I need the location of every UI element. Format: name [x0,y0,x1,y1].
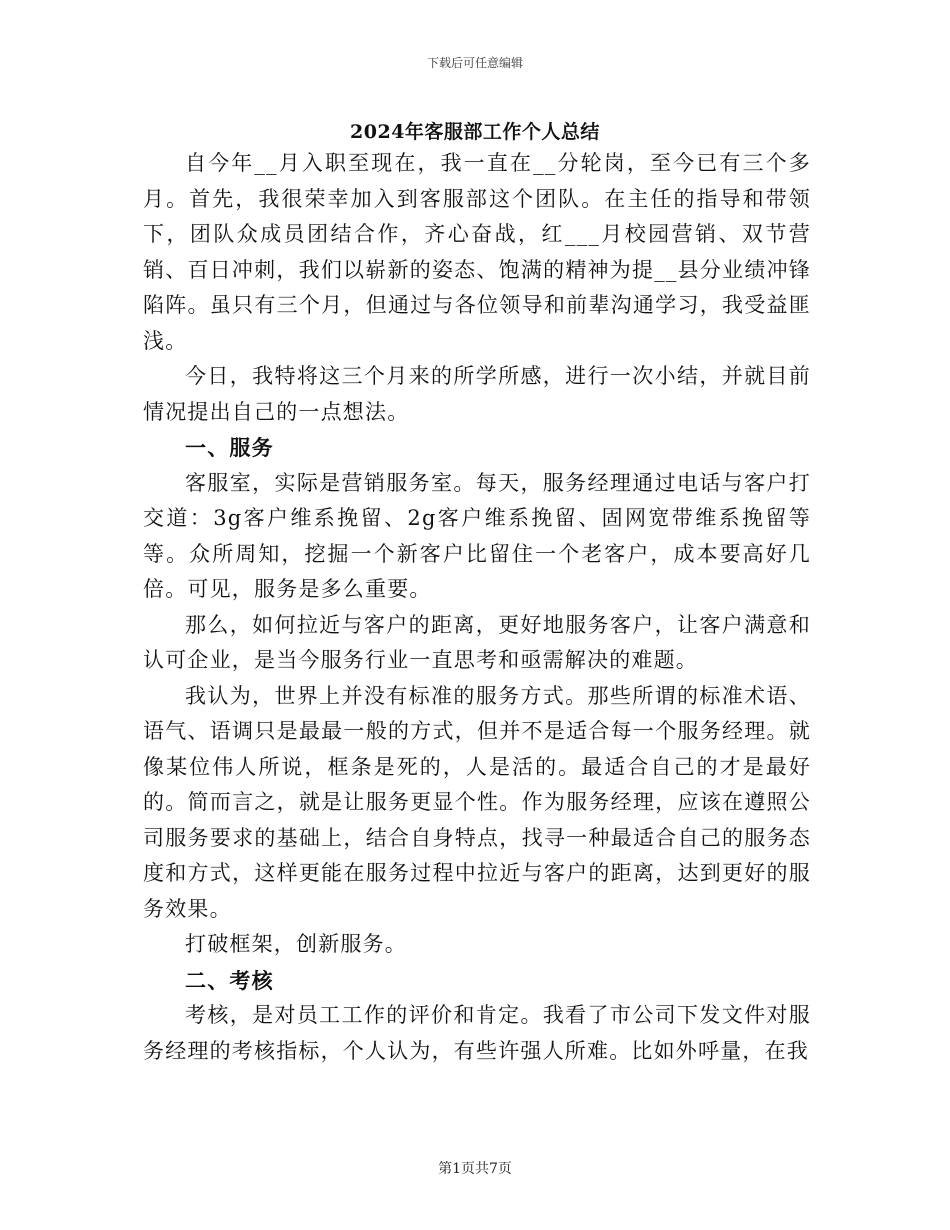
paragraph-assessment: 考核，是对员工工作的评价和肯定。我看了市公司下发文件对服务经理的考核指标，个人认为，有些许强人所难。比如外呼量，在我 [143,1003,811,1063]
paragraph-service-room: 客服室，实际是营销服务室。每天，服务经理通过电话与客户打交道：3g客户维系挽留、2g客户维系挽留、固网宽带维系挽留等等。众所周知，挖掘一个新客户比留住一个老客户，成本要高好几倍。可见，服务是多么重要。 [143,470,811,601]
paragraph-summary-intent: 今日，我特将这三个月来的所学所感，进行一次小结，并就目前情况提出自己的一点想法。 [143,364,811,424]
section-heading-service: 一、服务 [185,435,274,460]
paragraph-service-question: 那么，如何拉近与客户的距离，更好地服务客户，让客户满意和认可企业，是当今服务行业一直思考和亟需解决的难题。 [143,612,811,672]
paragraph-service-slogan: 打破框架，创新服务。 [185,932,407,956]
page-number: 第1页共7页 [438,1161,512,1177]
paragraph-service-opinion: 我认为，世界上并没有标准的服务方式。那些所谓的标准术语、语气、语调只是最最一般的方式，但并不是适合每一个服务经理。就像某位伟人所说，框条是死的，人是活的。最适合自己的才是最好的。简而言之，就是让服务更显个性。作为服务经理，应该在遵照公司服务要求的基础上，结合自身特点，找寻一种最适合自己的服务态度和方式，这样更能在服务过程中拉近与客户的距离，达到更好的服务效果。 [143,683,811,921]
header-note: 下载后可任意编辑 [426,56,523,70]
paragraph-intro: 自今年__月入职至现在，我一直在__分轮岗，至今已有三个多月。首先，我很荣幸加入到客服部这个团队。在主任的指导和带领下，团队众成员团结合作，齐心奋战，红___月校园营销、双节营销、百日冲刺，我们以崭新的姿态、饱满的精神为提__县分业绩冲锋陷阵。虽只有三个月，但通过与各位领导和前辈沟通学习，我受益匪浅。 [143,151,811,353]
document-title: 2024年客服部工作个人总结 [350,121,600,143]
document-body [143,146,811,1069]
section-heading-assessment: 二、考核 [185,967,274,993]
